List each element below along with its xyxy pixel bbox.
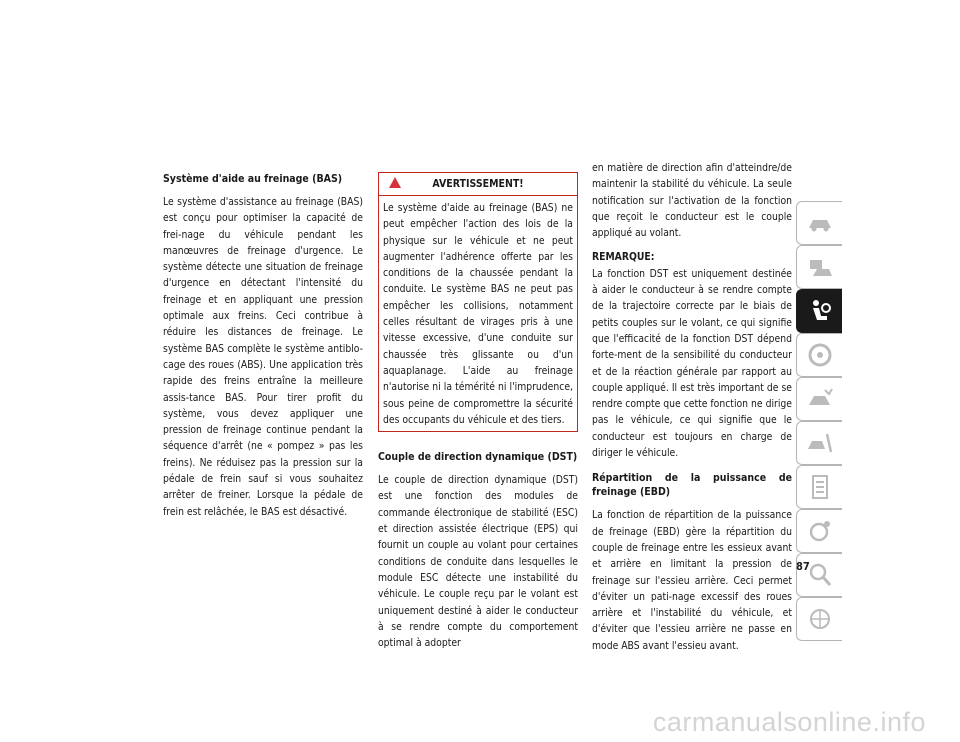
chapter-tabs [796, 201, 842, 641]
bas-heading: Système d'aide au freinage (BAS) [163, 173, 343, 185]
watermark [0, 702, 960, 742]
column-3 [592, 160, 792, 660]
car-specs-icon [805, 516, 835, 546]
steering-wheel-icon [805, 340, 835, 370]
remark-text: La fonction DST est uniquement destinée à aider le conducteur à se rendre compte de la trajectoire correcte par le biais de petits couples sur le volant, ce qui signifie que l'efficacité de la fonction DST dépend forte-ment de la sensibilité du conducteur et de la réaction générale par rapport au couple appliqué. Il est très important de se rendre compte que cette fonction ne dirige pas le véhicule, ce qui signifie que le conducteur est toujours en charge de diriger le véhicule. [592, 267, 792, 460]
language-icon [805, 604, 835, 634]
seat-airbag-icon [805, 296, 835, 326]
warning-title: AVERTISSEMENT! [432, 178, 524, 190]
dst-heading: Couple de direction dynamique (DST) [378, 451, 578, 464]
page-number: 87 [796, 560, 810, 573]
column-2 [378, 172, 578, 657]
car-dashboard-icon [805, 208, 835, 238]
dst-paragraph: Le couple de direction dynamique (DST) est une fonction des modules de commande électronique de stabilité (ESC) et direction assistée électrique (EPS) qui fournit un couple au volant pour certaines conditions de conduite dans lesquelles le module ESC détecte une instabilité du véhicule. Le couple reçu par le volant est uniquement destiné à aider le conducteur à se rendre compte du comportement optimal à adopter [378, 474, 578, 650]
tab-car-tools[interactable] [796, 421, 842, 465]
tab-checklist[interactable] [796, 465, 842, 509]
tab-language[interactable] [796, 597, 842, 641]
tab-car-crash[interactable] [796, 377, 842, 421]
tab-steering-wheel[interactable] [796, 333, 842, 377]
bas-paragraph: Le système d'assistance au freinage (BAS) est conçu pour optimiser la capacité de frei-nage du véhicule pendant les manœuvres de freinage d'urgence. Le système détecte une situation de freinage d'urgence en détectant l'intensité du freinage et en appliquant une pression optimale aux freins. Ceci contribue à réduire les distances de freinage. Le système BAS complète le système antiblo-cage des roues (ABS). Une application très rapide des freins entraîne la meilleure assis-tance BAS. Pour tirer profit du système, vous devez appliquer une pression de freinage continue pendant la séquence d'arrêt (ne « pompez » pas les freins). Ne réduisez pas la pression sur la pédale de frein sauf si vous souhaitez arrêter de freiner. Lorsque la pédale de frein est relâchée, le BAS est désactivé. [163, 196, 363, 518]
remark-block [592, 249, 792, 461]
column-1 [163, 172, 363, 526]
car-tools-icon [805, 428, 835, 458]
tab-car-specs[interactable] [796, 509, 842, 553]
checklist-icon [805, 472, 835, 502]
warning-header [379, 173, 577, 196]
remark-label: REMARQUE: [592, 251, 655, 264]
tab-seat-airbag[interactable] [796, 289, 842, 333]
car-crash-icon [805, 384, 835, 414]
ebd-paragraph: La fonction de répartition de la puissance de freinage (EBD) gère la répartition du couple de freinage entre les essieux avant et arrière en limitant la pression de freinage sur l'essieu arrière. Ceci permet d'éviter un pati-nage excessif des roues arrière et l'instabilité du véhicule, et d'éviter que l'essieu arrière ne passe en mode ABS avant l'essieu avant. [592, 509, 792, 652]
watermark-text: carmanualsonline.info [652, 706, 926, 737]
tab-car-dashboard[interactable] [796, 201, 842, 245]
car-info-icon [805, 252, 835, 282]
dst-paragraph-continued: en matière de direction afin d'atteindre/de maintenir la stabilité du véhicule. La seule notification sur l'activation de la fonction que reçoit le conducteur est le couple appliqué au volant. [592, 162, 792, 240]
warning-text: Le système d'aide au freinage (BAS) ne peut empêcher l'action des lois de la physique sur le véhicule et ne peut augmenter l'adhérence offerte par les conditions de la chaussée pendant la conduite. Le système BAS ne peut pas empêcher les collisions, notamment celles résultant de virages pris à une vitesse excessive, d'une conduite sur chaussée très glissante ou d'un aquaplanage. L'aide au freinage n'autorise ni la témérité ni l'imprudence, sous peine de compromettre la sécurité des occupants du véhicule et des tiers. [383, 202, 573, 426]
tab-car-info[interactable] [796, 245, 842, 289]
warning-box [378, 172, 578, 432]
ebd-heading: Répartition de la puissance de freinage (EBD) [592, 472, 792, 499]
warning-triangle-icon [389, 177, 401, 188]
